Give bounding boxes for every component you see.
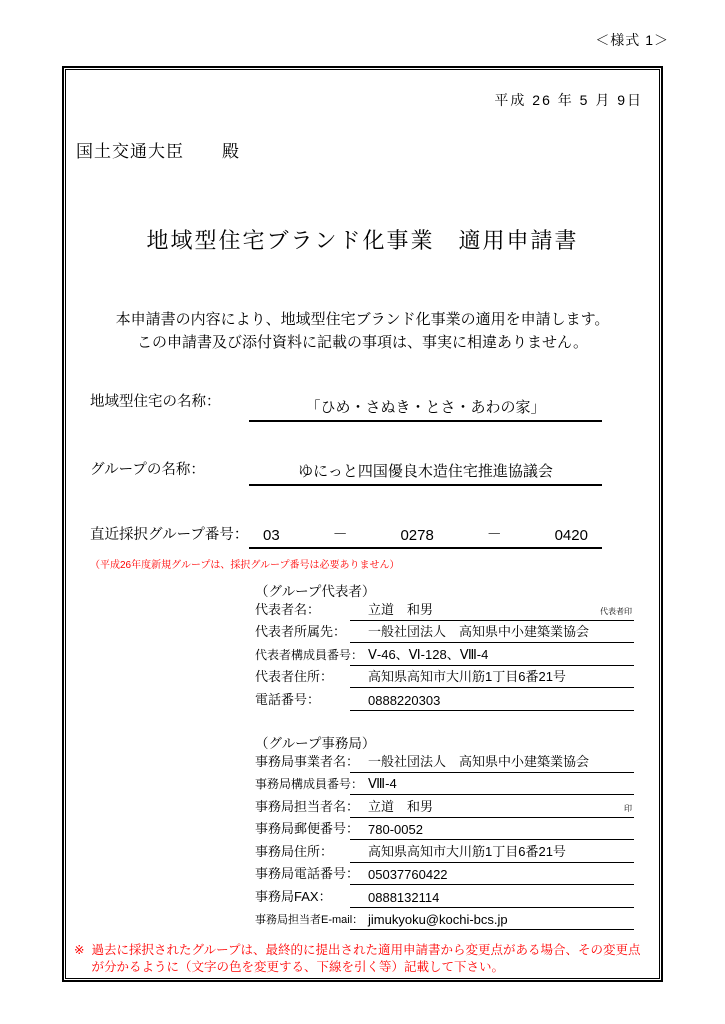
row-value: 立道 和男: [368, 798, 434, 814]
representative-rows: [255, 598, 634, 711]
footer-note: [74, 942, 652, 975]
row-label: 事務局電話番号：: [255, 866, 360, 881]
addressee-honorific: 殿: [222, 142, 240, 161]
row-value-field: [350, 643, 634, 666]
row-label: 代表者住所：: [255, 669, 334, 684]
row-value: 高知県高知市大川筋1丁目6番21号: [368, 843, 566, 859]
row-label: 代表者名：: [255, 601, 321, 617]
house-name-label: 地域型住宅の名称：: [90, 394, 221, 410]
row-label: 事務局担当者名：: [255, 798, 360, 814]
row-label: 電話番号：: [255, 691, 321, 707]
representative-member-number-row: [255, 643, 634, 666]
declaration-line-2: この申請書及び添付資料に記載の事項は、事実に相違ありません。: [137, 334, 588, 351]
office-phone-row: [255, 863, 634, 886]
row-value: 780-0052: [368, 822, 423, 837]
declaration-paragraph: [64, 308, 661, 354]
representative-affiliation-row: [255, 621, 634, 644]
group-name-value: ゆにっと四国優良木造住宅推進協議会: [298, 463, 553, 480]
row-value-field: [350, 863, 634, 886]
row-value: 0888132114: [368, 889, 440, 905]
row-label: 事務局郵便番号：: [255, 821, 360, 836]
form-style-tag: ＜様式 1＞: [595, 32, 669, 48]
row-value-field: [350, 688, 634, 711]
document-title: 地域型住宅ブランド化事業 適用申請書: [146, 228, 579, 253]
group-number-dash-2: －: [486, 526, 502, 543]
row-label: 代表者所属先：: [255, 624, 347, 639]
row-value: Ⅷ-4: [368, 776, 397, 791]
office-email-row: [255, 908, 634, 931]
group-number-part-2: 0278: [400, 527, 434, 544]
row-label: 代表者構成員番号：: [255, 647, 364, 662]
group-name-field: [249, 454, 602, 486]
row-value-field: [350, 840, 634, 863]
row-value-field: [350, 818, 634, 841]
office-address-row: [255, 840, 634, 863]
representative-name-row: [255, 598, 634, 621]
document-border: [62, 66, 663, 982]
row-value: 高知県高知市大川筋1丁目6番21号: [368, 669, 566, 684]
office-contact-name-row: [255, 795, 634, 818]
addressee-line: [76, 137, 240, 162]
row-value-field: [350, 666, 634, 689]
group-number-part-1: 03: [263, 527, 280, 544]
footer-note-text: 過去に採択されたグループは、最終的に提出された適用申請書から変更点がある場合、その変更点が分かるように（文字の色を変更する、下線を引く等）記載して下さい。: [91, 943, 641, 974]
row-value-field: [350, 750, 634, 773]
row-value-field: [350, 598, 634, 621]
row-value: 一般社団法人 高知県中小建築業協会: [368, 753, 590, 769]
group-number-part-3: 0420: [554, 527, 588, 544]
row-value-field: [350, 621, 634, 644]
representative-heading: （グループ代表者）: [255, 584, 376, 599]
group-number-field: [249, 518, 602, 549]
house-name-field: [249, 386, 602, 422]
row-value-field: [350, 795, 634, 818]
row-label: 事務局事業者名：: [255, 753, 360, 769]
row-value-field: [350, 773, 634, 796]
representative-phone-row: [255, 688, 634, 711]
office-postal-code-row: [255, 818, 634, 841]
addressee-name: 国土交通大臣: [76, 142, 184, 161]
row-value: 0888220303: [368, 692, 441, 708]
row-value: Ⅴ-46、Ⅵ-128、Ⅷ-4: [368, 646, 489, 662]
office-seal-label: 印: [624, 803, 632, 813]
representative-seal-label: 代表者印: [600, 606, 632, 616]
group-number-dash-1: －: [332, 526, 348, 543]
house-name-value: 「ひめ・さぬき・とさ・あわの家」: [305, 399, 546, 416]
office-rows: [255, 750, 634, 930]
row-value: 立道 和男: [368, 601, 434, 617]
office-member-number-row: [255, 773, 634, 796]
row-label: 事務局住所：: [255, 843, 334, 859]
row-value: 一般社団法人 高知県中小建築業協会: [368, 624, 590, 639]
office-company-row: [255, 750, 634, 773]
row-value: 05037760422: [368, 867, 448, 882]
row-label: 事務局構成員番号：: [255, 777, 364, 791]
row-value-field: [350, 885, 634, 908]
row-value: jimukyoku@kochi-bcs.jp: [368, 912, 508, 927]
row-value-field: [350, 908, 634, 931]
footer-note-marker: ※: [74, 943, 85, 957]
office-heading: （グループ事務局）: [255, 736, 376, 751]
office-fax-row: [255, 885, 634, 908]
document-content: [64, 68, 661, 980]
representative-address-row: [255, 666, 634, 689]
group-number-label: 直近採択グループ番号：: [90, 527, 249, 543]
group-name-label: グループの名称：: [90, 462, 205, 478]
row-label: 事務局FAX：: [255, 888, 332, 904]
row-label: 事務局担当者E-mail：: [255, 914, 364, 926]
group-number-note: （平成26年度新規グループは、採択グループ番号は必要ありません）: [90, 560, 400, 571]
declaration-line-1: 本申請書の内容により、地域型住宅ブランド化事業の適用を申請します。: [115, 311, 610, 328]
date-line: 平成 26 年 5 月 9日: [494, 92, 643, 108]
